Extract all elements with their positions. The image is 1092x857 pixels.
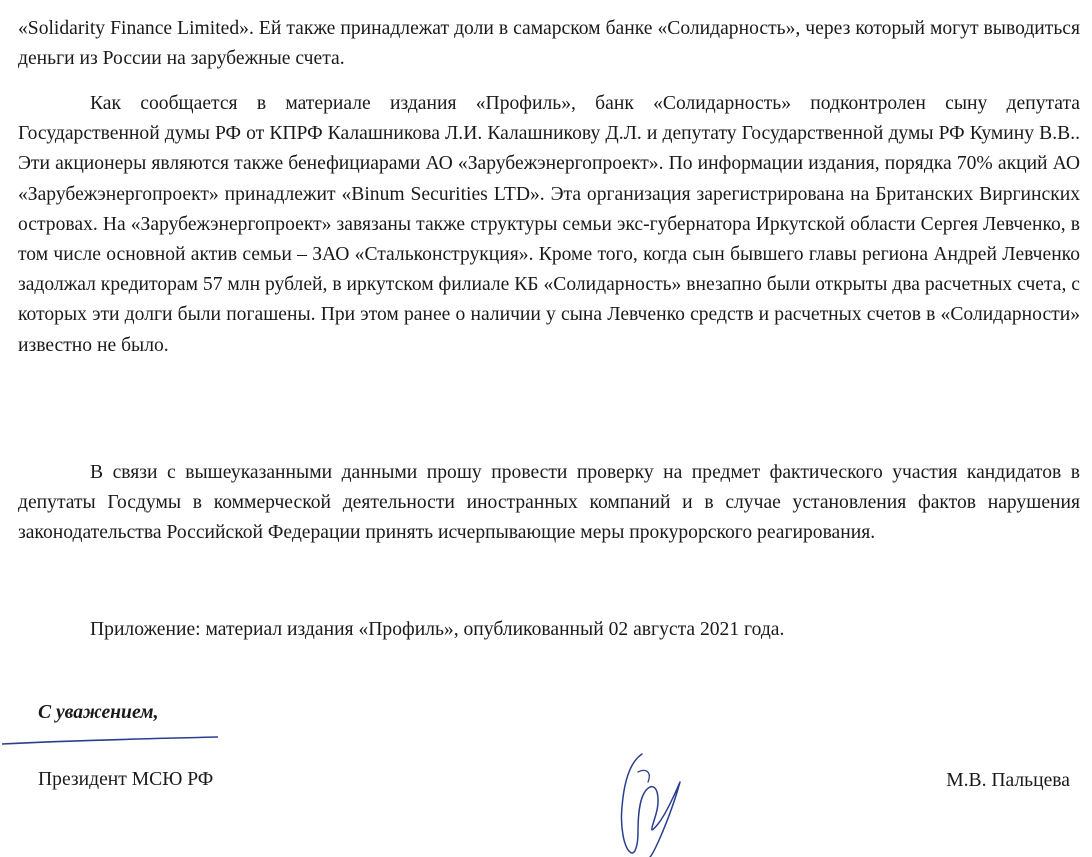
paragraph-1: «Solidarity Finance Limited». Ей также принадлежат доли в самарском банке «Солидарность», через который могут выводиться деньги из России на зарубежные счета. — [18, 18, 1080, 70]
signer-name: М.В. Пальцева — [946, 770, 1070, 791]
handwritten-signature-icon — [600, 752, 700, 857]
paragraph-3-request: В связи с вышеуказанными данными прошу провести проверку на предмет фактического участия кандидатов в депутаты Госдумы в коммерческой деятельности иностранных компаний и в случае установления фактов нарушения законодательства Российской Федерации принять исчерпывающие меры прокурорского реагирования. — [18, 462, 1080, 544]
paragraph-2: Как сообщается в материале издания «Профиль», банк «Солидарность» подконтролен сыну депутата Государственной думы РФ от КПРФ Калашникова Л.И. Калашникову Д.Л. и депутату Государственной думы РФ Кумину В.В.. Эти акционеры являются также бенефициарами АО «Зарубежэнергопроект». По информации издания, порядка 70% акций АО «Зарубежэнергопроект» принадлежит «Binum Securities LTD». Эта организация зарегистрирована на Британских Виргинских островах. На «Зарубежэнергопроект» завязаны также структуры семьи экс-губернатора Иркутской области Сергея Левченко, в том числе основной актив семьи – ЗАО «Стальконструкция». Кроме того, когда сын бывшего главы региона Андрей Левченко задолжал кредиторам 57 млн рублей, в иркутском филиале КБ «Солидарность» внезапно были открыты два расчетных счета, с которых эти долги были погашены. При этом ранее о наличии у сына Левченко средств и расчетных счетов в «Солидарности» известно не было. — [18, 93, 1080, 356]
signer-position: Президент МСЮ РФ — [38, 769, 214, 790]
attachment-line: Приложение: материал издания «Профиль», опубликованный 02 августа 2021 года. — [90, 619, 785, 640]
regards-underline — [0, 735, 220, 749]
regards-closing: С уважением, — [38, 702, 159, 723]
